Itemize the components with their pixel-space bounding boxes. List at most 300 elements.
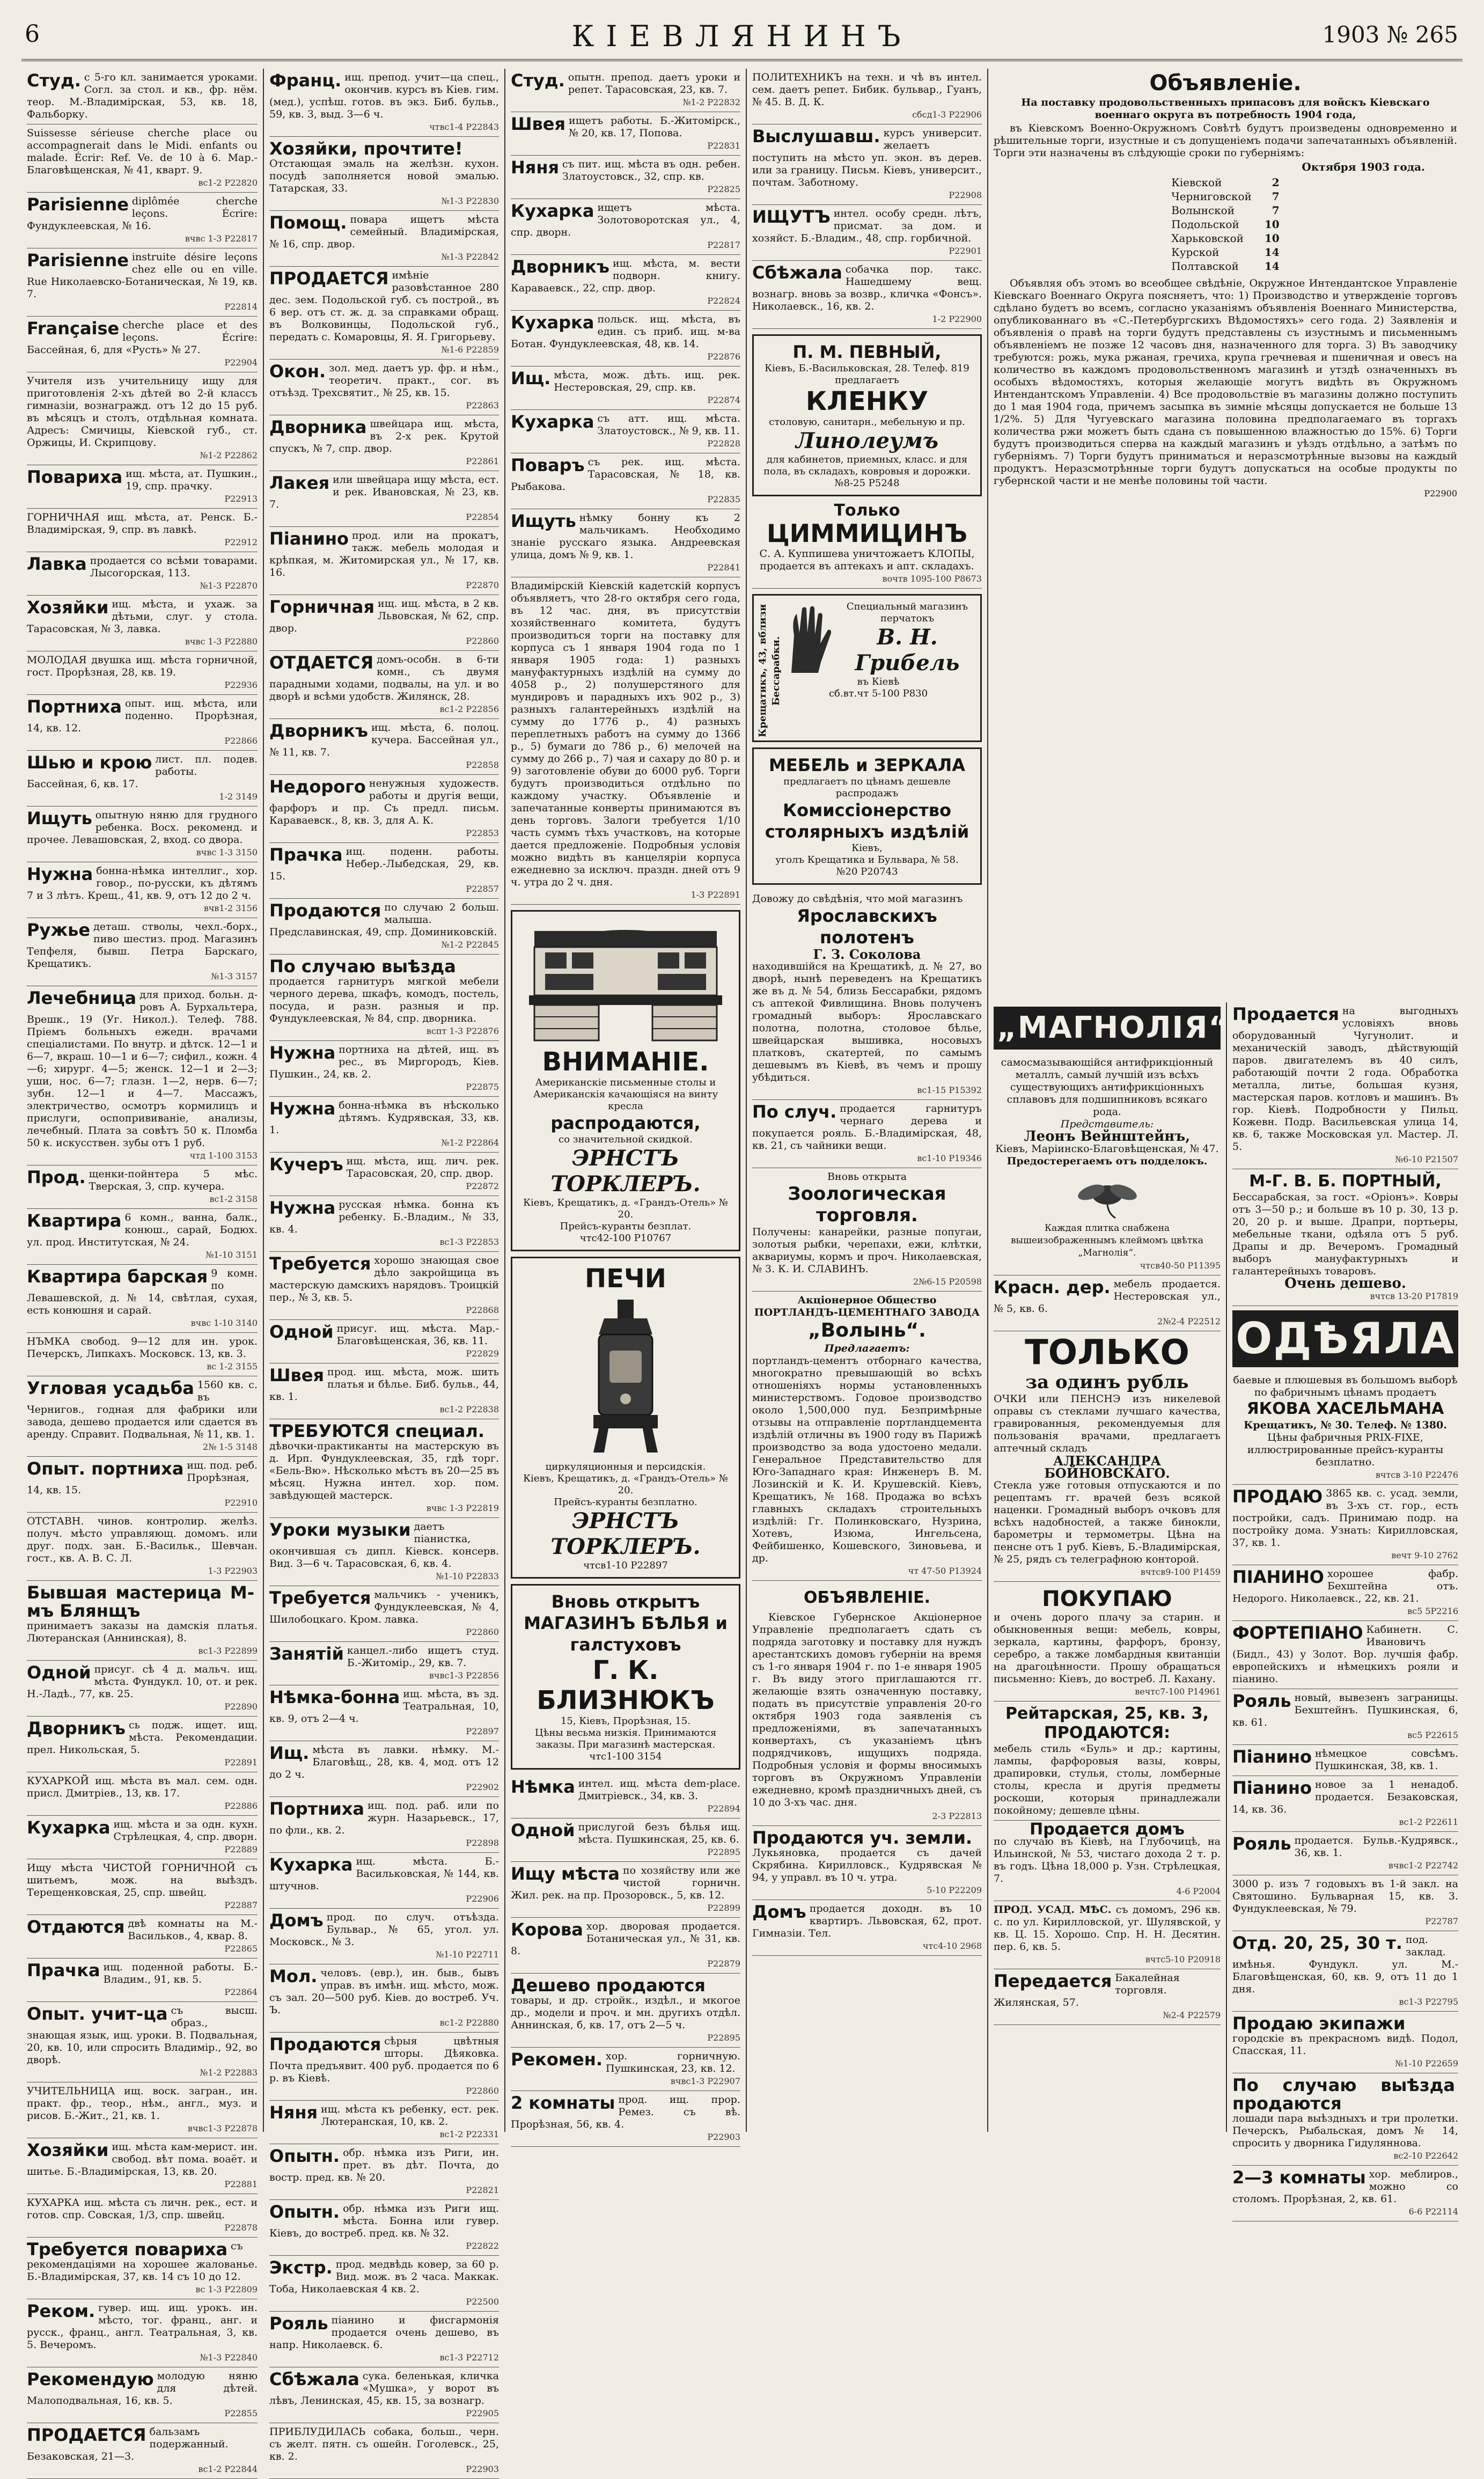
ad-text: с 5-го кл. занимается уроками. Согл. за стол. и кв., фр. нём. теор. М.-Владимірская, 53, кв. 18, Фальборку. bbox=[27, 71, 258, 120]
schedule-province: Кіевской bbox=[1171, 176, 1222, 189]
ad-text: прислугой безъ бѣлья ищ. мѣста. Пушкинская, 25, кв. 6. bbox=[578, 1821, 740, 1845]
bliznyuk-note: Цѣны весьма низкія. Принимаются заказы. При магазинѣ мастерская. bbox=[534, 1727, 717, 1750]
classified-ad bbox=[27, 124, 258, 193]
ad-text: ищ. поденной работы. Б.-Владим., 91, кв. 5. bbox=[103, 1961, 258, 1985]
classified-ad bbox=[269, 415, 499, 471]
ad-keyword: Опыт. учит-ца bbox=[27, 2004, 168, 2024]
classified-ad bbox=[1232, 1832, 1458, 1875]
classified-ad bbox=[1232, 1689, 1458, 1745]
classified-ad bbox=[511, 509, 740, 577]
classified-ad bbox=[27, 552, 258, 596]
ad-keyword: ФОРТЕПІАНО bbox=[1232, 1623, 1363, 1643]
classified-ad bbox=[27, 193, 258, 248]
classified-ad bbox=[27, 806, 258, 862]
ad-text: повара ищетъ мѣста семейный. Владимірская, № 16, спр. двор. bbox=[269, 214, 499, 250]
ad-text: двѣ комнаты на М.-Васильков., 4, квар. 8. bbox=[128, 1918, 258, 1942]
ad-text: обр. нѣмка изъ Риги, ин. прет. въ дѣт. Почта, до востр. пред. кв. № 20. bbox=[269, 2147, 499, 2183]
ad-reference: Р22854 bbox=[466, 512, 499, 522]
classified-ad bbox=[269, 137, 499, 211]
classified-ad bbox=[27, 1959, 258, 2002]
ad-keyword: Одной bbox=[27, 1662, 91, 1683]
ad-reference: Р22787 bbox=[1425, 1916, 1458, 1926]
ad-reference: Р22861 bbox=[466, 456, 499, 466]
gribel-gloves-ad bbox=[752, 594, 982, 742]
ad-keyword: Портниха bbox=[27, 696, 122, 717]
classified-ad bbox=[269, 69, 499, 137]
ad-text: новое за 1 ненадоб. продается. Безаковская, 14, кв. 36. bbox=[1232, 1779, 1458, 1815]
ad-text: канцел.-либо ищетъ студ. Б.-Житомір., 29, кв. 7. bbox=[347, 1645, 499, 1669]
ad-keyword: Нужна bbox=[269, 1098, 336, 1119]
ad-keyword: Требуется bbox=[269, 1588, 371, 1608]
ad-text: присуг. сѣ 4 д. мальч. ищ. мѣста. Фундукл. 10, от. и рек. Н.-Ладѣ., 77, кв. 25. bbox=[27, 1663, 258, 1700]
notice-text-2: Объявляя объ этомъ во всеобщее свѣдѣніе, Окружное Интендантское Управленіе Кіевскаго Военнаго Округа поясняетъ, что: 1) Производство и утвержденіе торговъ сдѣлано будетъ во всемъ, согласно указаніямъ объявленія Военнаго Министерства, опубликованнаго въ «С.-Петербургскихъ Вѣдомостяхъ» сего года. 2) Заявленія и объявленія о правѣ на торги будутъ представлены съ изустнымъ и письменнымъ объявленіемъ не позже 12 часовъ дня, назначенного для торга. 3) Въ заводчику требуются: рожь, мука ржаная, гречиха, крупа гречневая и пшеничная и овесъ на количество въ каждомъ продовольственномъ магазинѣ и утздѣ означенныхъ въ особыхъ вѣдомостяхъ, которыя желающіе могутъ видѣть въ Окружномъ Интендантскомъ Управленіи. 4) Все продовольствіе въ магазины должно поступить до 1 мая 1904 года, причемъ засыпка въ зимніе мѣсяцы допускается не больше 13 1/2%. 5) Для Чугуевскаго магазина половина предполагаемаго въ торгахъ количества ржи можетъ быть сдана съ повышенною влажностью до 15%. 6) Торги будутъ производиться сперва на каждый магазинъ и уѣздъ отдѣльно, а затѣмъ по губерніямъ. 7) Торги будутъ приниматься и неразсмотрѣнные вызовы на каждый продуктъ. Неразсмотрѣнные торги будутъ допускаться на особые продукты по губернской части и не менѣе половины той части. bbox=[994, 277, 1457, 487]
ad-reference: Р22870 bbox=[466, 580, 499, 590]
schedule-day: 7 bbox=[1272, 190, 1280, 203]
ad-text: ищ. мѣста, ищ. лич. рек. Тарасовская, 20, спр. двор. bbox=[346, 1155, 499, 1179]
notice-ref: Р22900 bbox=[1424, 488, 1457, 498]
ad-keyword: Кухарка bbox=[511, 412, 594, 432]
ad-text: польск. ищ. мѣста, въ един. съ приб. ищ. м-ва Ботан. Фундуклеевская, 48, кв. 14. bbox=[511, 313, 740, 350]
classified-ad bbox=[269, 1153, 499, 1196]
ad-text: ищ. мѣста, м. вести подворн. книгу. Караваевск., 22, спр. двор. bbox=[511, 258, 740, 294]
ad-keyword: Лечебница bbox=[27, 988, 137, 1008]
ad-reference: Р22814 bbox=[224, 302, 258, 312]
classified-ad bbox=[27, 2002, 258, 2082]
ad-reference: Р22913 bbox=[224, 494, 258, 504]
classified-ad bbox=[1232, 1485, 1458, 1565]
ad-reference: Р22860 bbox=[466, 636, 499, 646]
ad-reference: №1-6 Р22859 bbox=[441, 344, 499, 355]
furniture-title: МЕБЕЛЬ и ЗЕРКАЛА bbox=[769, 755, 965, 775]
ad-keyword: 2 комнаты bbox=[511, 2093, 615, 2113]
ad-reference: Р22860 bbox=[466, 1627, 499, 1637]
ad-reference: Р22872 bbox=[466, 1181, 499, 1191]
ad-text: мѣста, мож. дѣть. ищ. рек. Нестеровская, 29, спр. кв. bbox=[554, 369, 740, 393]
ad-keyword: Опытн. bbox=[269, 2202, 340, 2222]
ad-keyword: Parisienne bbox=[27, 194, 129, 215]
classified-ad bbox=[269, 2312, 499, 2367]
ad-text: продается доходн. въ 10 квартиръ. Львовская, 62, прот. Гимназіи. Тел. bbox=[752, 1903, 982, 1939]
ad-text: продается. Бульв.-Кудрявск., 36, кв. 1. bbox=[1294, 1835, 1458, 1859]
schedule-province: Полтавской bbox=[1171, 260, 1239, 273]
ad-reference: Р22855 bbox=[224, 2408, 258, 2418]
usad-text: съ домомъ, 296 кв. с. по ул. Кирилловской, уг. Шулявской, у кв. Ц. 15. Хорошо. Спр. Н. Н. Десятин. пер. 6, кв. 5. bbox=[994, 1904, 1221, 1953]
ad-text: КУХАРКА ищ. мѣста съ личн. рек., ест. и готов. спр. Совская, 1/3, спр. швейц. bbox=[27, 2197, 258, 2221]
chugun-keyword: Продается bbox=[1232, 1004, 1339, 1024]
classified-ad bbox=[269, 651, 499, 719]
classified-ad bbox=[1232, 1621, 1458, 1689]
classified-ad bbox=[511, 156, 740, 199]
ad-keyword: ПРОДАЮ bbox=[1232, 1486, 1323, 1507]
classified-ad bbox=[752, 205, 982, 261]
ad-text: опытн. препод. даетъ уроки и репет. Тарасовская, 23, кв. 7. bbox=[568, 71, 740, 96]
schedule-province: Харьковской bbox=[1171, 232, 1244, 245]
ad-text: нѣмку бонну къ 2 мальчикамъ. Необходимо знаніе русскаго языка. Андреевская улица, домъ № 9, кв. 1. bbox=[511, 512, 740, 561]
sokolova-product: Ярославскихъ полотенъ bbox=[797, 906, 937, 948]
ad-reference: вечт 9-10 2762 bbox=[1391, 1550, 1458, 1560]
ad-reference: 2№ 1-5 3148 bbox=[203, 1442, 258, 1452]
ad-reference: 1-2 3149 bbox=[219, 791, 258, 802]
ad-text: ищ. мѣста и за одн. кухн. Стрѣлецкая, 4, спр. дворн. bbox=[113, 1818, 258, 1843]
bakaleya-text: Бакалейная торговля. Жилянская, 57. bbox=[994, 1972, 1180, 2008]
ad-reference: Р22875 bbox=[466, 1082, 499, 1092]
classified-ad bbox=[27, 2194, 258, 2238]
classified-ad bbox=[27, 695, 258, 751]
ad-reference: Р22841 bbox=[707, 562, 740, 573]
ad-text: съ высш. образ., знающая язык, ищ. уроки. В. Подвальная, 20, кв. 10, или спросить Владимір., 92, во дворѣ. bbox=[27, 2005, 258, 2066]
classified-ad bbox=[511, 453, 740, 509]
ad-text: сука. беленькая, кличка «Мушка», у ворот въ лѣвъ, Ленинская, 45, кв. 15, за вознагр. bbox=[269, 2370, 499, 2407]
magnolia-ref: чтсв40-50 Р11395 bbox=[1140, 1260, 1221, 1271]
magnolia-banner bbox=[994, 1007, 1230, 1050]
ad-reference: Р22824 bbox=[707, 296, 740, 306]
ad-reference: Р22821 bbox=[466, 2185, 499, 2195]
ad-keyword: ПРОДАЕТСЯ bbox=[269, 268, 389, 289]
classified-ad bbox=[269, 267, 499, 360]
obyavlenie-ref: 2-3 Р22813 bbox=[932, 1811, 982, 1821]
stoves-note: Прейсъ-куранты безплатно. bbox=[554, 1497, 697, 1508]
ad-keyword: Прачка bbox=[269, 845, 343, 865]
ad-keyword: Française bbox=[27, 318, 120, 339]
classified-ad bbox=[1232, 1931, 1458, 2012]
odeyala-text: баевые и плюшевыя въ большомъ выборѣ по фабричнымъ цѣнамъ продаетъ bbox=[1233, 1374, 1458, 1398]
schedule-row bbox=[1165, 175, 1285, 189]
ad-text: Suissesse sérieuse cherche place ou accompagnerait dans le Midi. enfants ou malade. Écrir: Ref. Ve. de 10 à 6. Мар.-Благовѣщенская, № 41, кварт. 9. bbox=[27, 127, 258, 176]
schedule-row bbox=[1165, 231, 1285, 245]
classified-ad bbox=[511, 2091, 740, 2147]
ad-reference: Р22829 bbox=[466, 1348, 499, 1359]
volyn-title1: Акціонерное Общество bbox=[797, 1294, 937, 1306]
ad-keyword: Продаются уч. земли. bbox=[752, 1828, 973, 1848]
classified-ad bbox=[1232, 1565, 1458, 1621]
classified-ad bbox=[511, 410, 740, 453]
classified-ad bbox=[511, 112, 740, 156]
ad-text: молодую няню для дѣтей. Малоподвальная, 16, кв. 5. bbox=[27, 2370, 258, 2407]
ad-reference: Р22874 bbox=[707, 395, 740, 405]
odeyala-ad bbox=[1232, 1371, 1458, 1485]
ad-reference: 6-6 Р22114 bbox=[1408, 2206, 1458, 2217]
ad-text: товары, и др. стройк., издѣл., и мкогое др., модели и проч. и мн. другихъ отдѣл. Аннинская, б, кв. 17, отъ 2—5 ч. bbox=[511, 1994, 740, 2031]
portnoy-text: Бессарабская, за гост. «Оріонъ». Ковры отъ 3—50 р.; и больше въ 10 р. 30, 13 р. 20, 20 р. и выше. Драпри, портьеры, мебельные ткани, одѣяла отъ 5 руб. Драпы и др. Вечеромъ. Громадный выборъ мануфактурныхъ и галантерейныхъ товаровъ. bbox=[1232, 1191, 1458, 1277]
ad-keyword: Экстр. bbox=[269, 2257, 333, 2278]
classified-ad bbox=[27, 317, 258, 372]
ad-text: принимаетъ заказы на дамскія платья. Лютеранская (Аннинская), 8. bbox=[27, 1620, 258, 1644]
classified-ad bbox=[27, 1661, 258, 1717]
classified-ad bbox=[269, 899, 499, 955]
schedule-day: 10 bbox=[1264, 232, 1280, 245]
bakaleya-title: Передается bbox=[994, 1971, 1112, 1991]
ad-text: ищ. под. реб. Прорѣзная, 14, кв. 15. bbox=[27, 1459, 258, 1496]
pevny-text: столовую, санитарн., мебельную и пр. bbox=[769, 416, 965, 428]
ad-text: ГОРНИЧНАЯ ищ. мѣста, ат. Ренск. Б.-Владимірская, 9, спр. въ лавкѣ. bbox=[27, 511, 258, 536]
pevny-firm: П. М. ПЕВНЫЙ, bbox=[792, 342, 942, 362]
ad-reference: №1-2 Р22862 bbox=[200, 450, 258, 460]
classified-ad bbox=[511, 2048, 740, 2091]
odeyala-banner bbox=[1232, 1310, 1458, 1367]
krasn-ref: 2№2-4 Р22512 bbox=[1157, 1316, 1221, 1326]
ad-keyword: Квартира bbox=[27, 1211, 122, 1231]
classified-ad bbox=[1232, 1875, 1458, 1931]
ad-text: русская нѣмка. бонна къ ребенку. Б.-Владим., № 33, кв. 4. bbox=[269, 1199, 499, 1235]
newspaper-header bbox=[21, 16, 1463, 61]
ad-reference: Р22906 bbox=[466, 1894, 499, 1904]
ad-keyword: Кухарка bbox=[27, 1817, 111, 1838]
sokolova-ad bbox=[752, 890, 982, 1100]
zoo-intro: Вновь открыта bbox=[827, 1171, 907, 1183]
classified-ad bbox=[27, 918, 258, 986]
ad-reference: Р22903 bbox=[707, 2132, 740, 2142]
classified-ad bbox=[27, 1816, 258, 1859]
ad-reference: вс1-2 3158 bbox=[209, 1194, 258, 1204]
ad-reference: вс1-3 Р22712 bbox=[439, 2352, 499, 2363]
cimicin-text: С. А. Куппишева уничтожаетъ КЛОПЫ, продается въ аптекахъ и апт. складахъ. bbox=[759, 548, 975, 572]
classified-ad bbox=[1232, 2012, 1458, 2073]
ad-reference: №1-10 Р22711 bbox=[436, 1949, 499, 1960]
ad-reference: №1-2 Р22864 bbox=[441, 1138, 499, 1148]
ad-text: имѣніе разовѣстанное 280 дес. зем. Подольской губ. съ построй., въ 6 вер. отъ ст. ж. д. за справками обращ. въ Волковинцы, Подольской губ., передать с. Комаровцы, Я. Я. Григорьеву. bbox=[269, 269, 499, 343]
notice-subtitle: На поставку продовольственныхъ припасовъ для войскъ Кіевскаго военнаго округа въ потребность 1904 года, bbox=[1021, 97, 1430, 121]
obyavlenie-text: Кіевское Губернское Акціонерное Управленіе предполагаетъ сдать съ подряда заготовку и поставку для нуждъ арестантскихъ домовъ губерніи на время съ 1-го января 1904 г. по 1-е января 1905 г. Въ виду этого приглашаются гг. желающіе взять означенную поставку, подать въ присутствіе управленія 20-го октября 1903 года заявленія съ предложеніями, въ запечатанныхъ конвертахъ, съ указаніемъ цѣнъ подрядчиковъ, ищущихъ подряда. Подробныя условія и формы вносимыхъ торговъ въ Окружномъ Управленіи ежедневно, кромѣ праздничныхъ дней, съ 10 до 3-хъ час. дня. bbox=[752, 1611, 982, 1808]
notice-title: Объявленіе. bbox=[1149, 71, 1302, 96]
ad-reference: чтд 1-100 3153 bbox=[189, 1150, 258, 1161]
chugun-ad bbox=[1232, 1002, 1458, 1169]
ad-text: diplômée cherche leçons. Écrire: Фундуклеевская, № 16. bbox=[27, 195, 258, 232]
ad-reference: Р22905 bbox=[466, 2408, 499, 2418]
ad-reference: 1-3 Р22891 bbox=[690, 890, 740, 900]
ad-reference: Р22868 bbox=[466, 1305, 499, 1315]
classified-ad bbox=[27, 248, 258, 317]
ad-text: УЧИТЕЛЬНИЦА ищ. воск. загран., ин. практ. фр., теор., нѣм., англ., муз. и рисов. Б.-Жит., 21, кв. 1. bbox=[27, 2085, 258, 2122]
ad-reference: Р22881 bbox=[224, 2179, 258, 2189]
ad-keyword: Повариха bbox=[27, 467, 123, 487]
classified-ad bbox=[269, 1964, 499, 2033]
ad-text: по случаю 2 больш. малыша. Предславинская, 49, спр. Доминиковскій. bbox=[269, 901, 499, 938]
stoves-firm: ЭРНСТЪ ТОРКЛЕРЪ. bbox=[550, 1508, 701, 1559]
ad-keyword: Прачка bbox=[27, 1960, 100, 1981]
ad-keyword: Рекомендую bbox=[27, 2369, 154, 2389]
classified-ad bbox=[269, 1320, 499, 1363]
dom-ref: 4-6 Р2004 bbox=[1176, 1886, 1221, 1896]
ad-keyword: Нужна bbox=[269, 1043, 336, 1063]
ad-reference: №1-10 Р22833 bbox=[436, 1571, 499, 1581]
ad-text: бальзамъ подержанный. Безаковская, 21—3. bbox=[27, 2426, 229, 2462]
ad-text: ищ. мѣста, 6. полоц. кучера. Бассейная ул., № 11, кв. 7. bbox=[269, 722, 499, 758]
classified-ad bbox=[27, 1165, 258, 1209]
sokolova-text: находившійся на Крещатикѣ, д. № 27, во дворѣ, нынѣ переведенъ на Крещатикъ же въ д. № 54, близь Бессарабки, рядомъ съ аптекой Фивлищина. Вновь полученъ громадный выборъ: Ярославскаго полотна, полотна, столовое бѣлье, швейцарская вышивка, носовыхъ платковъ, скатертей, по самымъ дешевымъ въ Кіевѣ, въ чемъ и прошу убѣдиться. bbox=[752, 960, 982, 1083]
ad-reference: Р22817 bbox=[707, 240, 740, 250]
classified-ad bbox=[752, 1826, 982, 1900]
ad-reference: вчвс1-2 Р22742 bbox=[1388, 1860, 1458, 1871]
ad-keyword: Франц. bbox=[269, 70, 342, 91]
pevny-product: КЛЕНКУ bbox=[805, 386, 929, 416]
column-5 bbox=[987, 69, 1463, 2217]
ad-reference: Р22895 bbox=[707, 1847, 740, 1857]
sokolova-ref: вс1-15 Р15392 bbox=[917, 1085, 982, 1095]
ad-text: 9 комн. по Левашевской, д. № 14, свѣтлая, сухая, есть конюшня и сарай. bbox=[27, 1267, 258, 1316]
reitarskaya-ad bbox=[994, 1701, 1221, 1821]
volyn-text: портландъ-цементъ отборнаго качества, многократно превышающій во всѣхъ отношеніяхъ нормы установленныхъ министерствомъ. Годовое производство около 1,500,000 пуд. Безпримѣрные отзывы на отправленіе портландцемента издѣлій отличны въ 1900 году въ Парижѣ производство за вода удостоено медали. Генеральное Представительство для Юго-Западнаго края: Инженеръ В. М. Лозинскій и К. И. Крушевскій. Кіевъ, Крещатикъ, № 168. Продажа во всѣхъ главныхъ складахъ строительныхъ издѣлій: Гг. Полинковскаго, Нузрина, Хотевъ, Изюма, Ингельсена, Фейбишенко, Кошевского, Зиновьева, и др. bbox=[752, 1355, 982, 1564]
ad-keyword: Бывшая мастерица М-мъ Блянщъ bbox=[27, 1582, 254, 1621]
ad-text: городскіе въ прекрасномъ видѣ. Подол, Спасская, 11. bbox=[1232, 2033, 1458, 2057]
ad-reference: Р22890 bbox=[224, 1701, 258, 1712]
ad-keyword: Няня bbox=[269, 2102, 318, 2123]
classified-ad bbox=[269, 2367, 499, 2423]
ad-keyword: Квартира барская bbox=[27, 1266, 208, 1287]
ad-keyword: Дворникъ bbox=[27, 1718, 126, 1739]
ad-keyword: Хозяйки bbox=[27, 597, 109, 618]
gribel-city: въ Кіевѣ bbox=[857, 676, 900, 687]
schedule-row bbox=[1165, 259, 1285, 273]
ad-text: съ пит. ищ. мѣста въ одн. ребен. Златоустовск., 32, спр. кв. bbox=[562, 158, 740, 182]
ad-reference: Р22853 bbox=[466, 828, 499, 838]
ad-keyword: ТРЕБУЮТСЯ специал. bbox=[269, 1421, 484, 1441]
ad-reference: Р22895 bbox=[707, 2033, 740, 2043]
ad-reference: вчвс 1-3 Р22880 bbox=[185, 636, 258, 647]
torkler-note: Прейсъ-куранты безплат. bbox=[560, 1221, 692, 1232]
ad-keyword: Шью и крою bbox=[27, 752, 152, 773]
ad-reference: вчв1-2 3156 bbox=[203, 903, 258, 913]
usad-ref: вчтс5-10 Р20918 bbox=[1145, 1954, 1221, 1964]
bliznyuk-ad bbox=[511, 1584, 740, 1770]
ad-keyword: Ищ. bbox=[511, 368, 551, 388]
magnolia-address: Кіевъ, Маріинско-Благовѣщенская, № 47. bbox=[995, 1143, 1219, 1155]
schedule-day: 14 bbox=[1264, 260, 1280, 273]
ad-text: собачка пор. такс. Нашедшему вещ. вознагр. вновь за возвр., кличка «Фонсъ». Николаевск., 16, кв. 2. bbox=[752, 263, 982, 312]
cimicin-ad bbox=[752, 502, 982, 589]
ad-text: Учителя изъ учительницу ищу для приготовленія 2-хъ дѣтей во 2-й классъ гимназіи, вознагражд. отъ 12 до 15 руб. въ мѣсяцъ и столъ, отдѣльная комната. Адресъ: Смичицы, Кіевской губ., ст. Оржицы, И. Скрипцову. bbox=[27, 375, 258, 449]
classified-ad bbox=[752, 1900, 982, 1956]
schedule-row bbox=[1165, 203, 1285, 217]
ad-text: продается со всѣми товарами. Лысогорская, 113. bbox=[90, 555, 258, 579]
ad-keyword: Горничная bbox=[269, 597, 375, 617]
ad-reference: Р22898 bbox=[466, 1838, 499, 1848]
bakaleya-ad bbox=[994, 1969, 1221, 2025]
ad-text: новый, вывезенъ заграницы. Бехштейнъ. Пушкинская, 6, кв. 61. bbox=[1232, 1692, 1458, 1728]
ad-reference: чтвс1-4 Р22843 bbox=[429, 122, 499, 132]
classified-ad bbox=[27, 1333, 258, 1376]
garnitur-ad bbox=[752, 1100, 982, 1168]
ad-keyword: Дворника bbox=[269, 417, 367, 437]
reitarskaya-title2: ПРОДАЮТСЯ: bbox=[1044, 1723, 1171, 1742]
classified-ad bbox=[269, 471, 499, 527]
ad-text: 3865 кв. с. усад. земли, въ 3-хъ ст. гор., есть постройки, садъ. Принимаю подр. на постройку дома. Узнать: Кирилловская, 37, кв. 1. bbox=[1232, 1487, 1458, 1549]
ad-reference: Р22908 bbox=[949, 190, 982, 200]
ad-text: ищ. мѣста кам-мерист. ин. свобод. вѣт пома. воаёт. и шитье. Б.-Владимірская, 13, кв. 20. bbox=[27, 2141, 258, 2177]
ad-reference: 5-10 Р22209 bbox=[927, 1885, 982, 1895]
ad-text: МОЛОДАЯ двушка ищ. мѣста горничной, гост. Прорѣзная, 28, кв. 19. bbox=[27, 654, 258, 678]
ad-reference: Р22899 bbox=[707, 1903, 740, 1913]
classified-ad bbox=[1232, 1776, 1458, 1832]
ad-keyword: Опыт. портниха bbox=[27, 1458, 184, 1479]
ad-text: прод. или на прокатъ, такж. мебель молодая и крѣпкая, м. Житомирская ул., № 17, кв. 16. bbox=[269, 530, 499, 578]
classified-ad bbox=[511, 199, 740, 255]
classified-ad bbox=[269, 1097, 499, 1153]
odeyala-title: ОДѢЯЛА bbox=[1236, 1314, 1455, 1363]
ad-text: даетъ піанистка, окончившая съ дипл. Кіевск. консерв. Вид. 3—6 ч. Тарасовская, 6, кв. 4. bbox=[269, 1521, 499, 1569]
stoves-ref: чтсв1-10 Р22897 bbox=[583, 1560, 668, 1571]
portnoy-slogan: Очень дешево. bbox=[1284, 1275, 1406, 1292]
ad-reference: сбсд1-3 Р22906 bbox=[912, 109, 982, 120]
ad-reference: вспт 1-3 Р22876 bbox=[426, 1026, 499, 1036]
torkler-sale: распродаются, bbox=[550, 1113, 701, 1133]
ad-keyword: Ищу мѣста bbox=[511, 1864, 620, 1884]
chugun-ref: №6-10 Р21507 bbox=[1395, 1154, 1458, 1164]
ad-keyword: Домъ bbox=[752, 1902, 806, 1922]
ad-text: швейцара ищ. мѣста, въ 2-х рек. Крутой спускъ, № 7, спр. двор. bbox=[269, 418, 499, 454]
ad-reference: Р22912 bbox=[224, 537, 258, 547]
pevny-linoleum: Линолеумъ bbox=[795, 428, 939, 453]
ad-keyword: Дворникъ bbox=[511, 256, 609, 277]
ad-keyword: Нужна bbox=[269, 1198, 336, 1218]
classified-ad bbox=[269, 1909, 499, 1964]
garnitur-text: продается гарнитуръ чернаго дерева и покупается рояль. Б.-Владимірская, 48, кв. 21, съ чайники вещи. bbox=[752, 1103, 982, 1152]
classified-ad bbox=[27, 2138, 258, 2194]
gribel-text: Специальный магазинъ перчатокъ bbox=[846, 601, 968, 624]
ad-text: или швейцара ищу мѣста, ест. и рек. Ивановская, № 23, кв. 7. bbox=[269, 474, 499, 510]
ad-text: нѣмецкое совсѣмъ. Пушкинская, 38, кв. 1. bbox=[1314, 1748, 1458, 1772]
ad-keyword: Піанино bbox=[1232, 1778, 1312, 1798]
ad-keyword: Parisienne bbox=[27, 250, 129, 270]
schedule-day: 10 bbox=[1264, 218, 1280, 231]
column-4 bbox=[746, 69, 987, 2132]
ad-text: прод. медвѣдь ковер, за 60 р. Вид. мож. въ 2 часа. Маккак. Тоба, Николаевская 4 кв. 2. bbox=[269, 2258, 499, 2295]
ad-reference: Р22865 bbox=[224, 1943, 258, 1954]
ad-reference: Р22858 bbox=[466, 760, 499, 770]
ad-keyword: Рояль bbox=[269, 2313, 328, 2334]
schedule-province: Курской bbox=[1171, 246, 1219, 259]
volyn-name: „Волынь“. bbox=[808, 1319, 926, 1341]
schedule-row bbox=[1165, 245, 1285, 259]
classified-ad bbox=[27, 1581, 258, 1661]
ad-keyword: ОТДАЕТСЯ bbox=[269, 652, 374, 673]
ad-keyword: Требуется повариха bbox=[27, 2239, 228, 2260]
spectacles-price: за одинъ рубль bbox=[1025, 1371, 1189, 1393]
ad-text: щенки-пойнтера 5 мѣс. Тверская, 3, спр. кучера. bbox=[89, 1168, 258, 1192]
ad-keyword: Лавка bbox=[27, 554, 87, 574]
classified-ad bbox=[269, 1586, 499, 1642]
ad-reference: вчвс1-3 Р22856 bbox=[429, 1670, 499, 1681]
obyavlenie-title: ОБЪЯВЛЕНІЕ. bbox=[803, 1588, 931, 1607]
usad-keyword: ПРОД. УСАД. МѢС. bbox=[994, 1904, 1112, 1916]
ad-reference: вчвс 1-3 Р22819 bbox=[426, 1503, 499, 1513]
ad-keyword: Ищуть bbox=[511, 511, 576, 531]
ad-reference: №1-3 Р22840 bbox=[200, 2352, 258, 2363]
ad-text: хор. меблиров., можно со столомъ. Прорѣзная, 2, кв. 61. bbox=[1232, 2168, 1458, 2205]
ad-text: интел. ищ. мѣста dem-place. Дмитріевск., 34, кв. 3. bbox=[578, 1778, 740, 1802]
classified-ad bbox=[269, 360, 499, 415]
ad-text: ПОЛИТЕХНИКЪ на техн. и чѣ въ интел. сем. даетъ репет. Бибик. бульвар., Гуанъ, № 45. В. Д. К. bbox=[752, 71, 982, 108]
krasn-text: мебель продается. Нестеровская ул., № 5, кв. 6. bbox=[994, 1278, 1221, 1315]
torkler-firm: ЭРНСТЪ ТОРКЛЕРЪ. bbox=[550, 1146, 701, 1197]
krasn-der-ad bbox=[994, 1275, 1221, 1331]
ad-reference: Р22886 bbox=[224, 1801, 258, 1811]
ad-reference: Р22878 bbox=[224, 2223, 258, 2233]
ad-text: съ рекомендаціями на хорошее жалованье. Б.-Владимірская, 37, кв. 14 съ 10 до 12. bbox=[27, 2240, 258, 2283]
ad-text: хор. дворовая продается. Ботаническая ул., № 31, кв. 8. bbox=[511, 1920, 740, 1957]
magnolia-note: Предостерегаемъ отъ подделокъ. bbox=[1007, 1155, 1208, 1167]
ad-reference: Р22879 bbox=[707, 1959, 740, 1969]
classified-ad bbox=[269, 1741, 499, 1797]
classified-ad bbox=[27, 1265, 258, 1333]
ad-reference: вс1-2 Р22844 bbox=[198, 2464, 258, 2474]
magnolia-rep-name: Леонъ Вейнштейнъ, bbox=[1024, 1128, 1191, 1145]
column-5-right bbox=[1226, 1002, 1464, 2217]
stoves-address: Кіевъ, Крещатикъ, д. «Грандъ-Отель» № 20. bbox=[523, 1473, 728, 1496]
odeyala-address: Крещатикъ, № 30. Телеф. № 1380. bbox=[1244, 1419, 1447, 1431]
ad-text: хорошо знающая свое дѣло закройщица въ мастерскую дамскихъ нарядовъ. Троицкій пер., № 3, кв. 5. bbox=[269, 1255, 499, 1303]
ad-keyword: ИЩУТЪ bbox=[752, 207, 831, 227]
pevny-address: Кіевъ, Б.-Васильковская, 28. Телеф. 819 предлагаетъ bbox=[765, 363, 969, 386]
